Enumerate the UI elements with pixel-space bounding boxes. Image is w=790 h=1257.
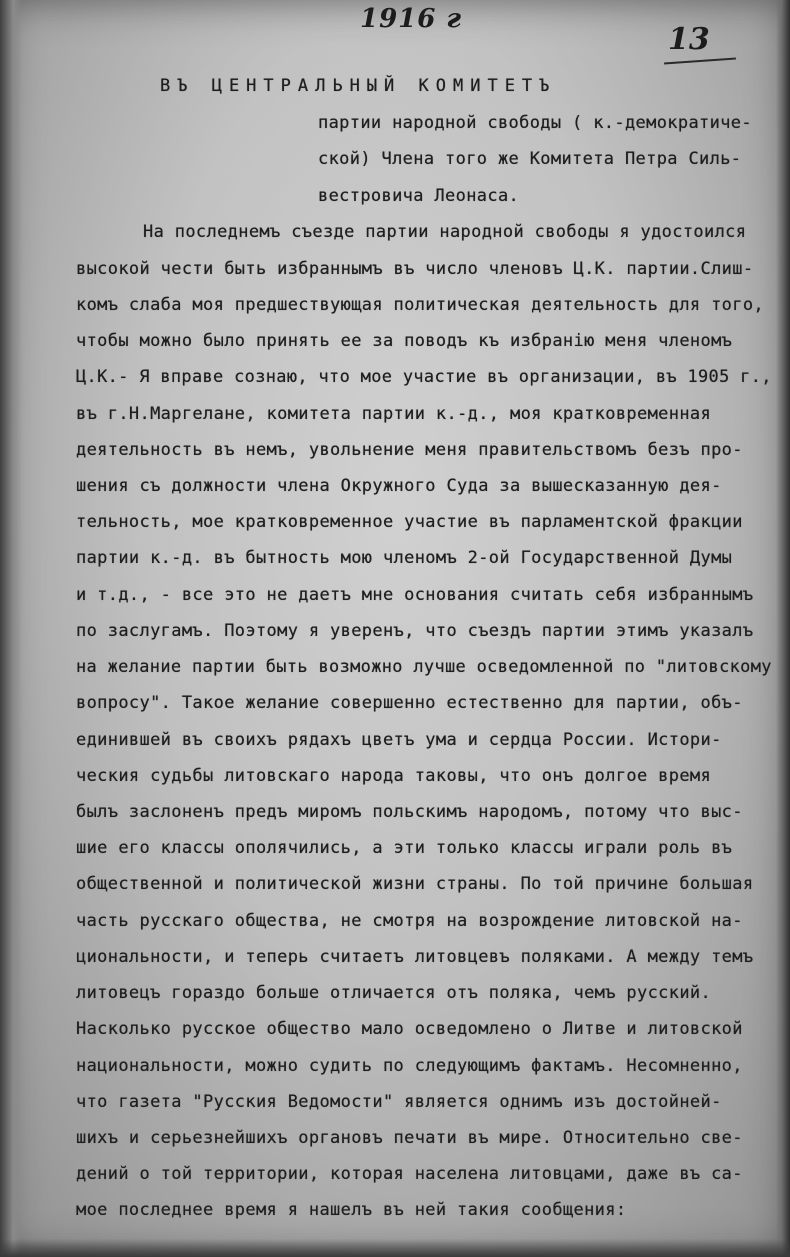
body-line: комъ слаба моя предшествующая политическая деятельность для того,	[76, 295, 765, 315]
subtitle-line: ской) Члена того же Комитета Петра Силь-	[318, 149, 742, 169]
body-line: былъ заслоненъ предъ миромъ польскимъ народомъ, потому что выс-	[76, 802, 743, 822]
body-line: шихъ и серьезнейшихъ органовъ печати въ мире. Относительно све-	[76, 1128, 743, 1148]
subtitle-line: партии народной свободы ( к.-демократиче-	[318, 113, 752, 133]
scan-edge-left	[0, 0, 22, 1257]
body-line: деятельность въ немъ, увольнение меня правительствомъ безъ про-	[76, 440, 743, 460]
body-line: Ц.К.- Я вправе сознаю, что мое участие въ организации, въ 1905 г.,	[76, 367, 772, 387]
body-line: циональности, и теперь считаетъ литовцевъ поляками. А между темъ	[76, 947, 754, 967]
body-line: на желание партии быть возможно лучше осведомленной по "литовскому	[76, 657, 772, 677]
body-line: по заслугамъ. Поэтому я увeренъ, что съездъ партии этимъ указалъ	[76, 621, 754, 641]
body-line: высокой чести быть избраннымъ въ число членовъ Ц.К. партии.Слиш-	[76, 259, 754, 279]
body-line: шие его классы ополячились, а эти только классы играли роль въ	[76, 838, 733, 858]
handwritten-folio-number: 13	[668, 22, 710, 57]
body-line: литовецъ гораздо больше отличается отъ поляка, чемъ русский.	[76, 983, 712, 1003]
body-line: мое последнее время я нашелъ въ ней такия сообщения:	[76, 1200, 627, 1220]
document-title: ВЪ ЦЕНТРАЛЬНЫЙ КОМИТЕТЪ	[160, 76, 557, 96]
body-line: и т.д., - все это не даетъ мне основания считать себя избраннымъ	[76, 585, 754, 605]
body-line: тельность, мое кратковременное участие въ парламентской фракции	[76, 512, 743, 532]
body-line: вопросу". Такое желание совершенно естественно для партии, объ-	[76, 693, 743, 713]
body-line: общественной и политической жизни страны. По той причине большая	[76, 874, 754, 894]
body-line: Насколько русское общество мало осведомлено о Литве и литовской	[76, 1019, 743, 1039]
body-line: часть русскаго общества, не смотря на возрождение литовской на-	[76, 911, 743, 931]
handwritten-year: 1916 г	[360, 4, 463, 34]
body-line: шения съ должности члена Окружного Суда за вышесказанную дея-	[76, 476, 722, 496]
body-line: На последнемъ съезде партии народной свободы я удостоился	[143, 222, 747, 242]
body-line: ческия судьбы литовскаго народа таковы, что онъ долгое время	[76, 766, 712, 786]
body-line: национальности, можно судить по следующимъ фактамъ. Несомненно,	[76, 1056, 743, 1076]
scan-edge-right	[776, 0, 790, 1257]
body-line: въ г.Н.Маргелане, комитета партии к.-д., моя кратковременная	[76, 404, 712, 424]
body-line: чтобы можно было принять ее за поводъ къ избранiю меня членомъ	[76, 331, 733, 351]
body-line: дений о той территории, которая населена литовцами, даже въ са-	[76, 1164, 743, 1184]
body-line: что газета "Русския Ведомости" является однимъ изъ достойней-	[76, 1092, 722, 1112]
folio-underline	[664, 57, 736, 64]
subtitle-line: вестровича Леонаса.	[318, 186, 520, 206]
body-line: единившей въ своихъ рядахъ цветъ ума и сердца России. Истори-	[76, 730, 722, 750]
scan-edge-bottom	[0, 1239, 790, 1257]
body-line: партии к.-д. въ бытность мою членомъ 2-ой Государственной Думы	[76, 548, 733, 568]
